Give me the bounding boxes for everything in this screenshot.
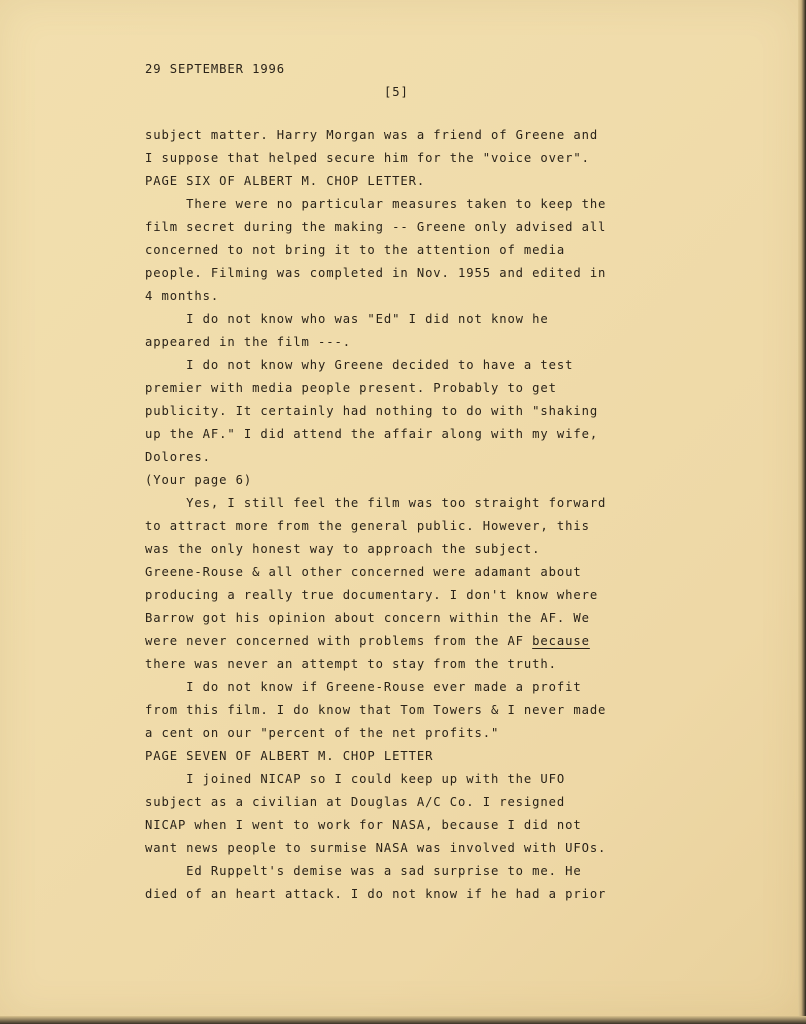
- body-line: there was never an attempt to stay from the truth.: [145, 657, 557, 671]
- body-line: concerned to not bring it to the attention of media: [145, 243, 566, 257]
- body-line-text: were never concerned with problems from the AF: [145, 634, 533, 648]
- body-line: There were no particular measures taken to keep the: [145, 197, 607, 211]
- body-line: want news people to surmise NASA was involved with UFOs.: [145, 841, 607, 855]
- body-line: to attract more from the general public. However, this: [145, 519, 590, 533]
- body-line: people. Filming was completed in Nov. 1955 and edited in: [145, 266, 607, 280]
- paper-stack-edge: [798, 0, 806, 1024]
- body-line: [145, 635, 590, 647]
- paper-stack-edge: [0, 1016, 806, 1024]
- body-line: film secret during the making -- Greene only advised all: [145, 220, 607, 234]
- body-line: subject as a civilian at Douglas A/C Co. I resigned: [145, 795, 566, 809]
- body-line: I do not know who was "Ed" I did not know he: [145, 312, 549, 326]
- body-line: I do not know why Greene decided to have a test: [145, 358, 574, 372]
- body-line: a cent on our "percent of the net profits.": [145, 726, 500, 740]
- body-line: Barrow got his opinion about concern within the AF. We: [145, 611, 590, 625]
- body-line: up the AF." I did attend the affair along with my wife,: [145, 427, 599, 441]
- section-heading: PAGE SEVEN OF ALBERT M. CHOP LETTER: [145, 749, 434, 763]
- page-reference: (Your page 6): [145, 473, 253, 487]
- body-line: premier with media people present. Probably to get: [145, 381, 557, 395]
- body-line: from this film. I do know that Tom Towers & I never made: [145, 703, 607, 717]
- body-line: publicity. It certainly had nothing to do with "shaking: [145, 404, 599, 418]
- body-line: appeared in the film ---.: [145, 335, 351, 349]
- body-line: Dolores.: [145, 450, 211, 464]
- underlined-word: because: [532, 634, 590, 648]
- body-line: subject matter. Harry Morgan was a friend of Greene and: [145, 128, 599, 142]
- body-line: producing a really true documentary. I don't know where: [145, 588, 599, 602]
- body-line: I joined NICAP so I could keep up with the UFO: [145, 772, 566, 786]
- body-line: 4 months.: [145, 289, 220, 303]
- body-line: died of an heart attack. I do not know if he had a prior: [145, 887, 607, 901]
- body-line: I suppose that helped secure him for the "voice over".: [145, 151, 590, 165]
- body-line: was the only honest way to approach the subject.: [145, 542, 541, 556]
- section-heading: PAGE SIX OF ALBERT M. CHOP LETTER.: [145, 174, 426, 188]
- body-line: Ed Ruppelt's demise was a sad surprise to me. He: [145, 864, 582, 878]
- body-line: I do not know if Greene-Rouse ever made a profit: [145, 680, 582, 694]
- body-line: Yes, I still feel the film was too straight forward: [145, 496, 607, 510]
- body-line: Greene-Rouse & all other concerned were adamant about: [145, 565, 582, 579]
- page-number: [5]: [384, 85, 409, 99]
- body-line: NICAP when I went to work for NASA, because I did not: [145, 818, 582, 832]
- letter-date: 29 SEPTEMBER 1996: [145, 62, 286, 76]
